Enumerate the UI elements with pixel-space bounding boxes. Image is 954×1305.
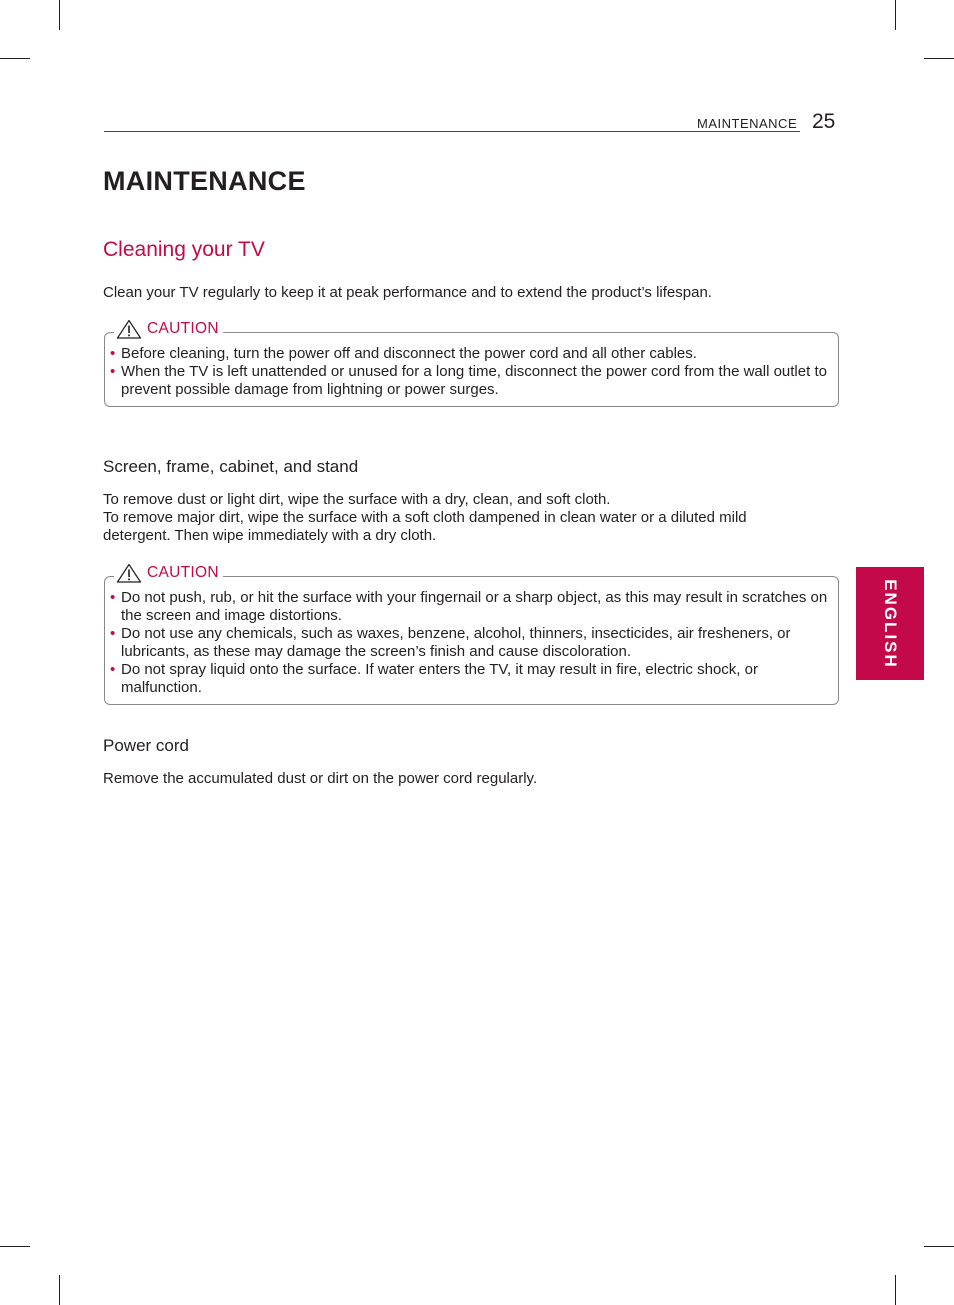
cleaning-intro: Clean your TV regularly to keep it at peak performance and to extend the product’s lifespan. [103,284,712,301]
caution-header [114,318,223,340]
caution-item: • Do not spray liquid onto the surface. If water enters the TV, it may result in fire, electric shock, or malfunction. [110,661,758,696]
crop-mark [895,1275,896,1305]
bullet-dot-icon: • [110,661,116,678]
page-number: 25 [812,110,836,133]
crop-mark [924,1246,954,1247]
screen-text-line: To remove major dirt, wipe the surface with a soft cloth dampened in clean water or a diluted mild detergent. Then wipe immediately with a dry cloth. [103,509,747,544]
caution-box-cleaning [104,320,839,407]
header-section-name: MAINTENANCE [697,116,798,131]
subsection-title-power-cord: Power cord [103,736,189,755]
caution-box-screen [104,564,839,705]
bullet-dot-icon: • [110,363,116,380]
crop-mark [59,0,60,30]
caution-item: • Do not use any chemicals, such as waxes, benzene, alcohol, thinners, insecticides, air fresheners, or lubricants, as these may damage the screen’s finish and cause discoloration. [110,625,791,660]
bullet-dot-icon: • [110,589,116,606]
warning-triangle-icon [116,563,142,583]
crop-mark [0,1246,30,1247]
page-title: MAINTENANCE [103,166,306,196]
crop-mark [59,1275,60,1305]
bullet-dot-icon: • [110,345,116,362]
power-cord-text: Remove the accumulated dust or dirt on the power cord regularly. [103,770,538,787]
caution-label: CAUTION [147,564,219,581]
caution-list [105,577,838,704]
caution-header [114,562,223,584]
subsection-title-screen: Screen, frame, cabinet, and stand [103,457,359,476]
header-rule [104,131,800,132]
caution-item: • Do not push, rub, or hit the surface with your fingernail or a sharp object, as this may result in scratches on the screen and image distortions. [110,589,828,624]
caution-label: CAUTION [147,320,219,337]
language-tab-label: ENGLISH [881,578,900,669]
caution-item: • When the TV is left unattended or unused for a long time, disconnect the power cord from the wall outlet to prevent possible damage from lightning or power surges. [110,363,827,398]
caution-item: • Before cleaning, turn the power off and disconnect the power cord and all other cables. [110,345,697,362]
warning-triangle-icon [116,319,142,339]
section-title-cleaning: Cleaning your TV [103,238,265,261]
screen-text-line: To remove dust or light dirt, wipe the surface with a dry, clean, and soft cloth. [103,491,611,508]
crop-mark [924,58,954,59]
crop-mark [895,0,896,30]
bullet-dot-icon: • [110,625,116,642]
crop-mark [0,58,30,59]
caution-list [105,333,838,406]
language-tab [856,567,924,680]
